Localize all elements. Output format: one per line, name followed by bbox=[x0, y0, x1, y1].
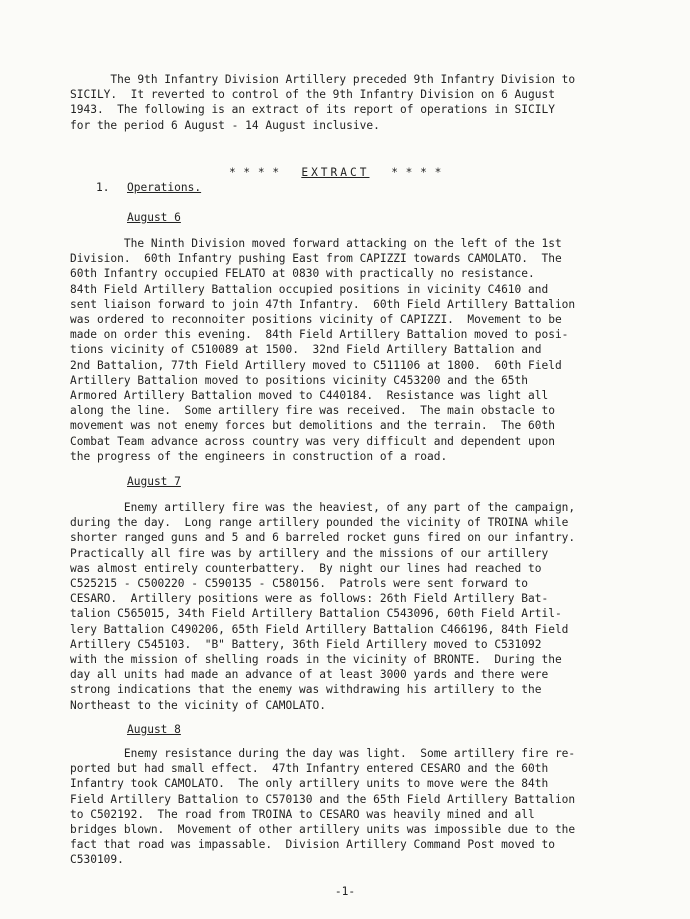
aug6-line: Combat Team advance across country was very difficult and dependent upon bbox=[70, 434, 555, 448]
aug6-line: 60th Infantry occupied FELATO at 0830 with practically no resistance. bbox=[70, 267, 535, 281]
aug7-line: Enemy artillery fire was the heaviest, of any part of the campaign, bbox=[70, 501, 576, 514]
aug6-line: sent liaison forward to join 47th Infantry. 60th Field Artillery Battalion bbox=[70, 297, 576, 311]
aug6-paragraph bbox=[70, 236, 625, 464]
aug7-line: CESARO. Artillery positions were as follows: 26th Field Artillery Bat- bbox=[70, 592, 549, 606]
aug6-line: The Ninth Division moved forward attacking on the left of the 1st bbox=[70, 237, 562, 250]
aug8-line: Infantry took CAMOLATO. The only artillery units to move were the 84th bbox=[70, 777, 549, 791]
aug7-line: Northeast to the vicinity of CAMOLATO. bbox=[70, 698, 326, 712]
date-heading-aug7: August 7 bbox=[127, 475, 181, 488]
aug7-line: strong indications that the enemy was withdrawing his artillery to the bbox=[70, 683, 542, 697]
aug7-line: with the mission of shelling roads in the vicinity of BRONTE. During the bbox=[70, 653, 562, 667]
intro-line: for the period 6 August - 14 August inclusive. bbox=[70, 118, 380, 132]
aug7-line: shorter ranged guns and 5 and 6 barreled rocket guns fired on our infantry. bbox=[70, 531, 576, 545]
extract-title: EXTRACT bbox=[301, 166, 370, 180]
aug6-line: movement was not enemy forces but demolitions and the terrain. The 60th bbox=[70, 419, 555, 433]
page-number: -1- bbox=[334, 885, 356, 898]
aug7-line: talion C565015, 34th Field Artillery Battalion C543096, 60th Field Artil- bbox=[70, 607, 562, 621]
aug8-line: fact that road was impassable. Division Artillery Command Post moved to bbox=[70, 838, 555, 852]
aug6-line: tions vicinity of C510089 at 1500. 32nd Field Artillery Battalion and bbox=[70, 343, 542, 357]
intro-paragraph bbox=[70, 72, 625, 133]
aug6-line: was ordered to reconnoiter positions vicinity of CAPIZZI. Movement to be bbox=[70, 313, 562, 327]
aug7-line: during the day. Long range artillery pounded the vicinity of TROINA while bbox=[70, 516, 569, 530]
section-title: Operations. bbox=[127, 181, 202, 194]
aug8-line: C530109. bbox=[70, 853, 124, 867]
aug7-line: C525215 - C500220 - C590135 - C580156. Patrols were sent forward to bbox=[70, 577, 529, 591]
aug8-paragraph bbox=[70, 746, 625, 868]
aug6-line: Artillery Battalion moved to positions vicinity C453200 and the 65th bbox=[70, 373, 529, 387]
aug7-line: was almost entirely counterbattery. By night our lines had reached to bbox=[70, 561, 542, 575]
section-number: 1. bbox=[96, 181, 110, 194]
aug6-line: Division. 60th Infantry pushing East from CAPIZZI towards CAMOLATO. The bbox=[70, 252, 562, 266]
aug6-line: Armored Artillery Battalion moved to C440184. Resistance was light all bbox=[70, 389, 549, 403]
aug6-line: the progress of the engineers in construction of a road. bbox=[70, 449, 448, 463]
aug6-line: 2nd Battalion, 77th Field Artillery moved to C511106 at 1800. 60th Field bbox=[70, 358, 562, 372]
aug8-line: bridges blown. Movement of other artillery units was impossible due to the bbox=[70, 823, 576, 837]
date-heading-aug6: August 6 bbox=[127, 211, 181, 224]
aug7-line: Practically all fire was by artillery and the missions of our artillery bbox=[70, 546, 549, 560]
aug8-line: ported but had small effect. 47th Infantry entered CESARO and the 60th bbox=[70, 762, 549, 776]
aug8-line: Field Artillery Battalion to C570130 and the 65th Field Artillery Battalion bbox=[70, 792, 576, 806]
aug7-line: day all units had made an advance of at least 3000 yards and there were bbox=[70, 668, 549, 682]
extract-stars-right: * * * * bbox=[391, 166, 442, 180]
aug6-line: made on order this evening. 84th Field Artillery Battalion moved to posi- bbox=[70, 328, 569, 342]
intro-line: The 9th Infantry Division Artillery preceded 9th Infantry Division to bbox=[70, 73, 576, 86]
extract-heading bbox=[200, 150, 690, 196]
aug8-line: to C502192. The road from TROINA to CESARO was heavily mined and all bbox=[70, 807, 535, 821]
intro-line: SICILY. It reverted to control of the 9th Infantry Division on 6 August bbox=[70, 88, 555, 102]
extract-stars-left: * * * * bbox=[228, 166, 280, 180]
aug7-line: lery Battalion C490206, 65th Field Artillery Battalion C466196, 84th Field bbox=[70, 622, 569, 636]
aug8-line: Enemy resistance during the day was light. Some artillery fire re- bbox=[70, 747, 576, 760]
aug6-line: 84th Field Artillery Battalion occupied positions in vicinity C4610 and bbox=[70, 282, 549, 296]
intro-line: 1943. The following is an extract of its report of operations in SICILY bbox=[70, 103, 555, 117]
date-heading-aug8: August 8 bbox=[127, 723, 181, 736]
aug7-paragraph bbox=[70, 500, 625, 713]
aug6-line: along the line. Some artillery fire was received. The main obstacle to bbox=[70, 404, 555, 418]
aug7-line: Artillery C545103. "B" Battery, 36th Field Artillery moved to C531092 bbox=[70, 637, 542, 651]
